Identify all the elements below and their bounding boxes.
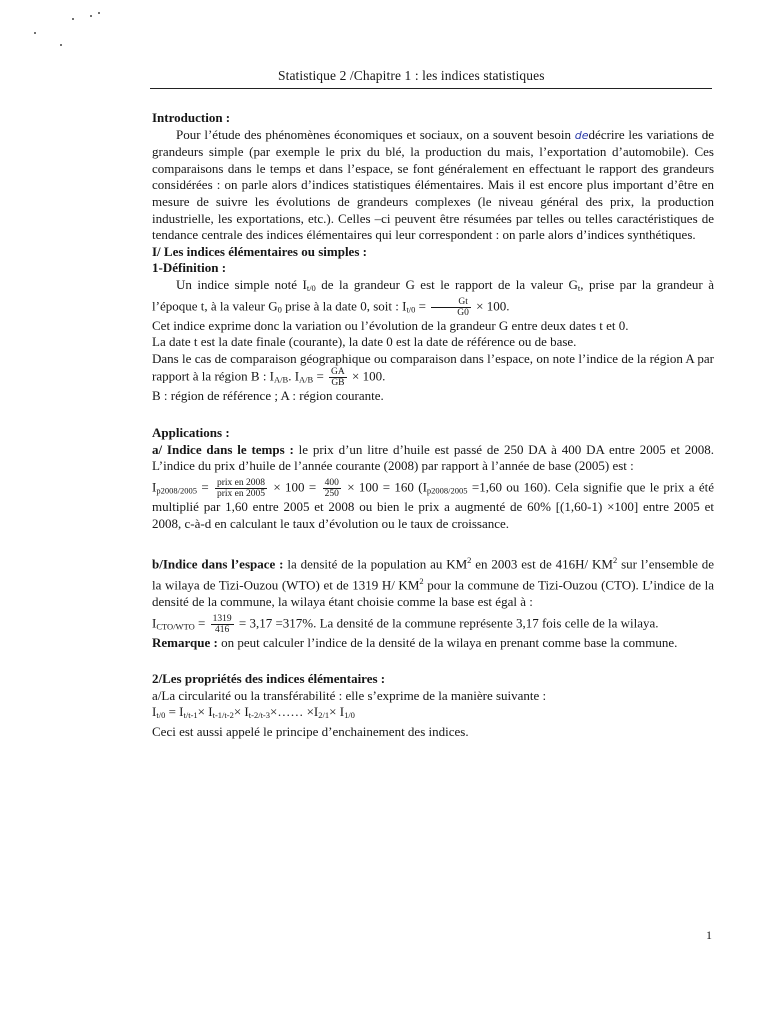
scan-speck bbox=[90, 15, 92, 17]
scan-speck bbox=[60, 44, 62, 46]
scan-speck bbox=[72, 18, 74, 20]
section2-heading: 2/Les propriétés des indices élémentaires : bbox=[152, 671, 386, 687]
definition-line2: Cet indice exprime donc la variation ou l’évolution de la grandeur G entre deux dates t et 0. bbox=[152, 317, 629, 333]
document-body bbox=[152, 110, 714, 741]
b-sup: 2 bbox=[419, 576, 424, 587]
scan-speck bbox=[34, 32, 36, 34]
def-sub: 0 bbox=[277, 304, 282, 315]
spacer bbox=[152, 405, 714, 425]
intro-text-a: Pour l’étude des phénomènes économiques et sociaux, on a souvent besoin bbox=[176, 126, 571, 142]
fraction-400-250 bbox=[323, 478, 341, 499]
scan-speck bbox=[98, 12, 100, 14]
chain-sub: t/0 bbox=[156, 710, 166, 721]
definition-heading: 1-Définition : bbox=[152, 260, 227, 276]
b-text: pour la commune de Tizi-Ouzou (CTO). L’indice de la densité de la commune, la wilaya étant choisie comme la base est égal à : bbox=[152, 577, 715, 609]
handwritten-annotation: de bbox=[574, 128, 589, 142]
fraction-numerator: prix en 2008 bbox=[217, 477, 266, 488]
fraction-numerator: Gt bbox=[431, 297, 471, 308]
application-a-formula bbox=[152, 478, 714, 532]
chain-sub: t/t-1 bbox=[183, 710, 198, 721]
introduction-heading: Introduction : bbox=[152, 110, 231, 125]
formula-eq: = bbox=[194, 615, 209, 631]
def-tail: × 100. bbox=[472, 298, 510, 314]
definition-line5: B : région de référence ; A : région courante. bbox=[152, 388, 384, 404]
page-number: 1 bbox=[706, 928, 712, 942]
section1-heading: I/ Les indices élémentaires ou simples : bbox=[152, 243, 367, 259]
chain-sub: 2/1 bbox=[318, 710, 330, 721]
definition-line4 bbox=[152, 351, 714, 389]
formula-sub: CTO/WTO bbox=[156, 621, 195, 632]
fraction-denominator: G0 bbox=[457, 307, 469, 318]
b-text: sur l’ensemble de la wilaya de Tizi-Ouzou (WTO) et de 1319 H/ KM bbox=[152, 556, 714, 593]
fraction-denominator: 250 bbox=[324, 488, 339, 499]
remark-paragraph bbox=[152, 635, 714, 652]
definition-paragraph bbox=[152, 277, 714, 318]
formula-symbol: I bbox=[152, 615, 157, 631]
def-sub: t bbox=[577, 282, 581, 293]
formula-tail: =1,60 ou 160). Cela signifie que le prix a été multiplié par 1,60 entre 2005 et 2008 ou bien le prix a augmenté de 60% [(1,60-1) ×100] entre 2005 et 2008, c-à-d en calculant le taux d’évolution ou le taux de croissance. bbox=[152, 479, 714, 531]
fraction-numerator: 1319 bbox=[212, 613, 232, 624]
chain-sub: 1/0 bbox=[344, 710, 355, 721]
application-b-paragraph bbox=[152, 552, 714, 610]
application-a-paragraph bbox=[152, 442, 714, 475]
circularity-line: a/La circularité ou la transférabilité : elle s’exprime de la manière suivante : bbox=[152, 687, 547, 703]
spacer bbox=[152, 532, 714, 552]
fraction-numerator: GA bbox=[331, 367, 345, 378]
formula-result: × 100 = 160 (I bbox=[342, 479, 427, 495]
fraction-1319-416 bbox=[211, 614, 234, 635]
fraction-ga-gb bbox=[329, 367, 347, 388]
formula-tail: = 3,17 =317%. La densité de la commune représente 3,17 fois celle de la wilaya. bbox=[235, 615, 659, 631]
remark-heading: Remarque : bbox=[152, 634, 218, 650]
def-text: de la grandeur G est le rapport de la valeur G bbox=[315, 276, 578, 292]
chain-text: ×…… ×I bbox=[270, 704, 319, 720]
chain-text: = I bbox=[165, 704, 184, 720]
line4-text: Dans le cas de comparaison géographique ou comparaison dans l’espace, on note l’indice de la région A par rapport à la région B : I bbox=[152, 350, 714, 384]
b-sup: 2 bbox=[612, 555, 618, 566]
b-sup: 2 bbox=[467, 555, 472, 566]
formula-sub: p2008/2005 bbox=[156, 485, 197, 496]
formula-sub: p2008/2005 bbox=[426, 485, 468, 496]
page-header: Statistique 2 /Chapitre 1 : les indices statistiques bbox=[278, 68, 545, 83]
fraction-gt-g0 bbox=[431, 297, 471, 318]
def-eq: = bbox=[415, 298, 430, 314]
application-a-heading: a/ Indice dans le temps : bbox=[152, 441, 294, 457]
fraction-denominator: GB bbox=[331, 378, 345, 389]
applications-heading: Applications : bbox=[152, 425, 230, 441]
application-b-formula bbox=[152, 614, 714, 635]
chaining-principle-line: Ceci est aussi appelé le principe d’enchainement des indices. bbox=[152, 724, 469, 739]
formula-eq: = bbox=[196, 479, 213, 495]
definition-line3: La date t est la date finale (courante), la date 0 est la date de référence ou de base. bbox=[152, 334, 577, 350]
def-sub: t/0 bbox=[306, 282, 316, 293]
chain-formula bbox=[152, 704, 714, 724]
chain-sub: t-2/t-3 bbox=[248, 710, 271, 721]
line4-tail: × 100. bbox=[348, 368, 386, 384]
formula-symbol: I bbox=[152, 479, 157, 495]
def-text: , prise par la grandeur à l’époque t, à la valeur G bbox=[152, 276, 714, 314]
fraction-denominator: 416 bbox=[214, 624, 230, 635]
line4-eq: = bbox=[313, 368, 328, 384]
def-sub: t/0 bbox=[406, 304, 416, 315]
formula-mid: × 100 = bbox=[269, 479, 321, 495]
chain-text: × I bbox=[329, 704, 345, 720]
fraction-prix bbox=[215, 478, 267, 499]
b-text: la densité de la population au KM bbox=[283, 556, 468, 572]
b-text: en 2003 est de 416H/ KM bbox=[471, 556, 613, 572]
chain-text: × I bbox=[233, 704, 249, 720]
chain-text: I bbox=[152, 704, 157, 720]
application-b-heading: b/Indice dans l’espace : bbox=[152, 556, 284, 572]
introduction-paragraph bbox=[152, 127, 714, 244]
line4-text: . I bbox=[288, 368, 300, 384]
line4-sub: A/B bbox=[299, 374, 314, 385]
fraction-denominator: prix en 2005 bbox=[217, 488, 266, 499]
def-text: Un indice simple noté I bbox=[176, 276, 307, 292]
intro-text-b: décrire les variations de grandeurs simple (par exemple le prix du blé, la production du mais, l’exportation d’automobile). Ces comparaisons dans le temps et dans l’espace, se font généralement en effectuant le rapport des grandeurs considérées : on parle alors d’indices statistiques élémentaires. Mais il est encore plus important d’être en mesure de suivre les évolutions de grandeurs complexes (le niveau général des prix, la production industrielle, les exportations, etc.). Celles –ci peuvent être résumées par telles ou telles caractéristiques de tendance centrale des indices élémentaires qui leur correspondent : on parle alors d’indices synthétiques. bbox=[152, 126, 714, 243]
chain-text: × I bbox=[197, 704, 213, 720]
spacer bbox=[152, 651, 714, 671]
application-a-text: le prix d’un litre d’huile est passé de 250 DA à 400 DA entre 2005 et 2008. L’indice du prix d’huile de l’année courante (2008) par rapport à l’année de base (2005) est : bbox=[152, 441, 715, 474]
remark-text: on peut calculer l’indice de la densité de la wilaya en prenant comme base la commune. bbox=[217, 634, 678, 650]
chain-sub: t-1/t-2 bbox=[212, 710, 234, 721]
fraction-numerator: 400 bbox=[324, 477, 339, 488]
header-rule bbox=[150, 88, 712, 89]
line4-sub: A/B bbox=[274, 374, 289, 385]
def-text: prise à la date 0, soit : I bbox=[281, 298, 407, 314]
